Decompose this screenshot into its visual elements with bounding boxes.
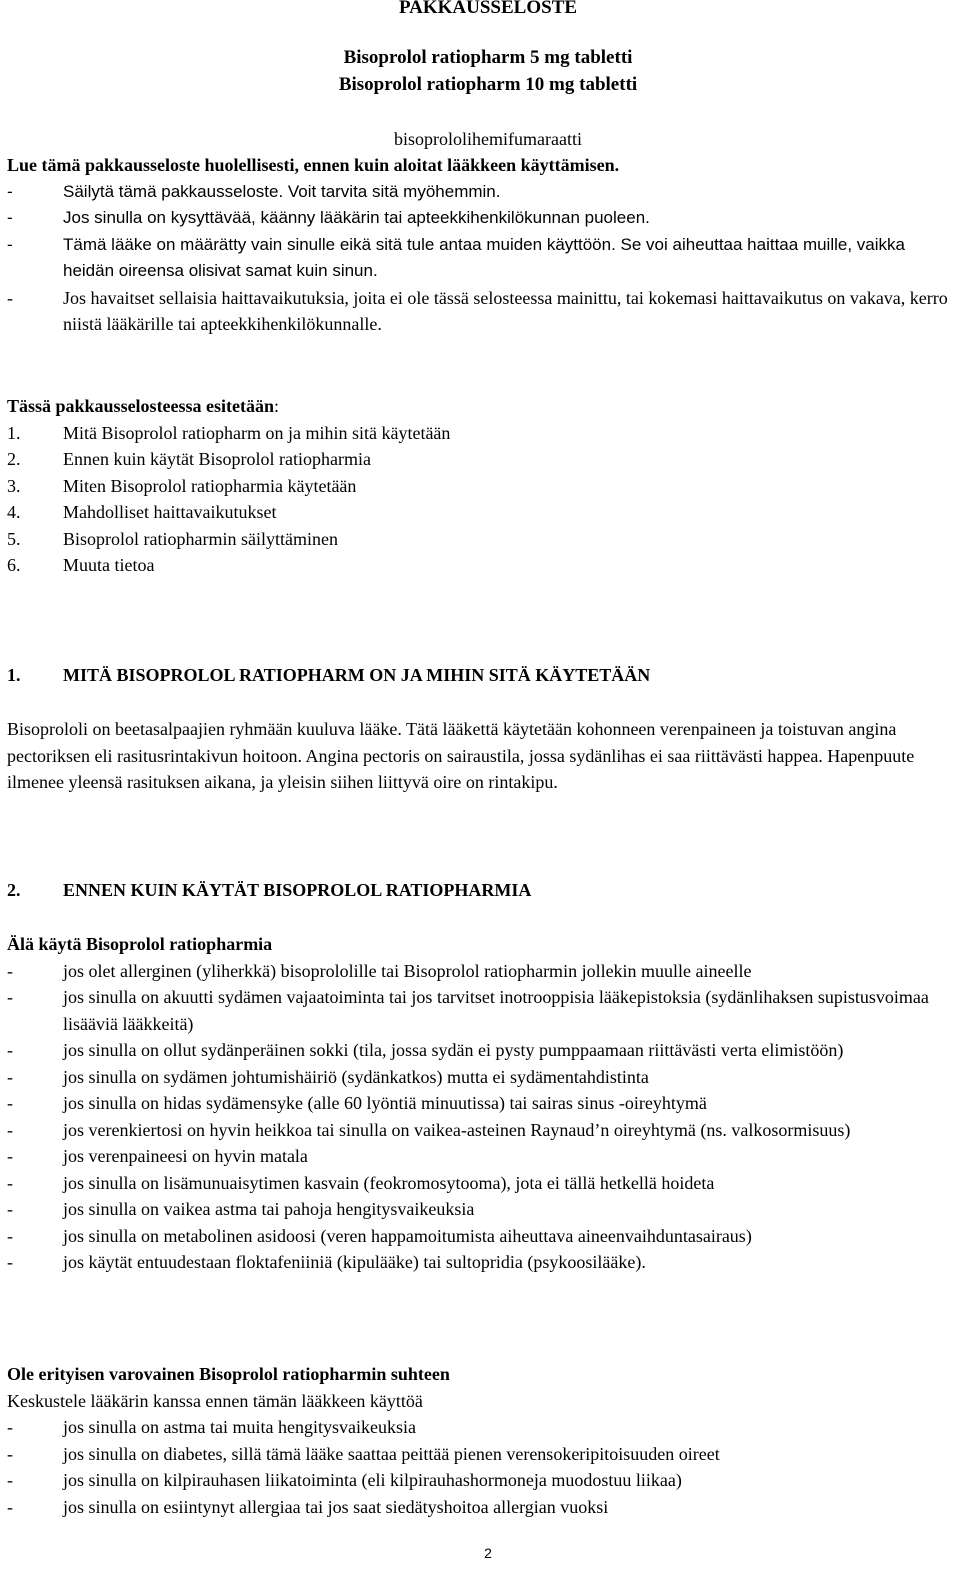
- toc-item: 2. Ennen kuin käytät Bisoprolol ratiopharmia: [7, 449, 371, 469]
- caution-lead: Keskustele lääkärin kanssa ennen tämän lääkkeen käyttöä: [7, 1390, 423, 1411]
- list-item: - jos sinulla on vaikea astma tai pahoja hengitysvaikeuksia: [7, 1199, 475, 1219]
- list-item: - jos käytät entuudestaan floktafeniiniä (kipulääke) tai sultopridia (psykoosilääke).: [7, 1252, 646, 1272]
- list-item: - jos verenkiertosi on hyvin heikkoa tai sinulla on vaikea-asteinen Raynaud’n oireyhtymä (ns. valkosormisuus): [7, 1119, 851, 1140]
- intro-block: [7, 152, 959, 338]
- list-item: - jos sinulla on lisämunuaisytimen kasvain (feokromosytooma), jota ei tällä hetkellä hoideta: [7, 1172, 715, 1193]
- section-1: [7, 662, 959, 689]
- list-item: - jos sinulla on diabetes, sillä tämä lääke saattaa peittää pienen verensokeripitoisuuden oireet: [7, 1443, 720, 1464]
- caution-list: [7, 1414, 959, 1520]
- caution-block: [7, 1361, 959, 1520]
- list-item: - jos olet allerginen (yliherkkä) bisoprololille tai Bisoprolol ratiopharmin jollekin muulle aineelle: [7, 960, 752, 981]
- do-not-use-heading: Älä käytä Bisoprolol ratiopharmia: [7, 934, 273, 954]
- section-1-heading: 1. MITÄ BISOPROLOL RATIOPHARM ON JA MIHIN SITÄ KÄYTETÄÄN: [7, 665, 651, 685]
- section-1-body: Bisoprololi on beetasalpaajien ryhmään kuuluva lääke. Tätä lääkettä käytetään kohonneen verenpaineen ja toistuvan angina pectoriksen eli rasitusrintakivun hoitoon. Angina pectoris on sairaustila, jossa sydänlihas ei saa riittävästi happea. Hapenpuute ilmenee yleensä rasituksen aikana, ja yleisin siihen liittyvä oire on rintakipu.: [7, 719, 915, 792]
- list-item: - jos sinulla on akuutti sydämen vajaatoiminta tai jos tarvitset inotrooppisia lääkepistoksia (sydänlihaksen supistusvoimaa lisääviä lääkkeitä): [7, 987, 929, 1034]
- page-number: 2: [484, 1545, 492, 1561]
- caution-heading: Ole erityisen varovainen Bisoprolol ratiopharmin suhteen: [7, 1364, 450, 1384]
- list-item: - jos sinulla on ollut sydänperäinen sokki (tila, jossa sydän ei pysty pumppaamaan riittävästi verta elimistöön): [7, 1040, 844, 1060]
- intro-lead: Lue tämä pakkausseloste huolellisesti, ennen kuin aloitat lääkkeen käyttämisen.: [7, 155, 620, 175]
- do-not-use-block: [7, 931, 959, 1276]
- toc-item: 5. Bisoprolol ratiopharmin säilyttäminen: [7, 528, 338, 549]
- toc-item: 4. Mahdolliset haittavaikutukset: [7, 502, 277, 522]
- list-item: - jos sinulla on astma tai muita hengitysvaikeuksia: [7, 1417, 416, 1437]
- list-item: - Jos havaitset sellaisia haittavaikutuksia, joita ei ole tässä selosteessa mainittu, tai kokemasi haittavaikutus on vakava, kerro niistä lääkärille tai apteekkihenkilökunnalle.: [7, 287, 948, 334]
- section-1-body-block: [7, 716, 959, 796]
- section-2-heading: 2. ENNEN KUIN KÄYTÄT BISOPROLOL RATIOPHARMIA: [7, 880, 532, 900]
- list-item: - jos sinulla on sydämen johtumishäiriö (sydänkatkos) mutta ei sydämentahdistinta: [7, 1066, 649, 1087]
- document-title: PAKKAUSSELOSTE: [398, 0, 578, 18]
- list-item: - jos sinulla on kilpirauhasen liikatoiminta (eli kilpirauhashormoneja muodostuu liikaa): [7, 1470, 682, 1490]
- toc-list: [7, 420, 959, 579]
- active-substance: bisoprololihemifumaraatti: [394, 129, 582, 149]
- list-item: - jos sinulla on hidas sydämensyke (alle 60 lyöntiä minuutissa) tai sairas sinus -oireyhtymä: [7, 1093, 707, 1113]
- list-item: - Tämä lääke on määrätty vain sinulle eikä sitä tule antaa muiden käyttöön. Se voi aiheuttaa haittaa muille, vaikka heidän oireensa olisivat samat kuin sinun.: [7, 234, 905, 280]
- list-item: - Säilytä tämä pakkausseloste. Voit tarvita sitä myöhemmin.: [7, 181, 501, 201]
- product-names: [7, 44, 960, 98]
- list-item: - Jos sinulla on kysyttävää, käänny lääkärin tai apteekkihenkilökunnan puoleen.: [7, 208, 650, 227]
- list-item: - jos verenpaineesi on hyvin matala: [7, 1146, 308, 1166]
- product-name-10mg: Bisoprolol ratiopharm 10 mg tabletti: [338, 74, 638, 95]
- product-name-5mg: Bisoprolol ratiopharm 5 mg tabletti: [343, 47, 633, 68]
- toc-block: [7, 393, 959, 579]
- list-item: - jos sinulla on metabolinen asidoosi (veren happamoitumista aiheuttava aineenvaihduntasairaus): [7, 1225, 752, 1246]
- toc-item: 3. Miten Bisoprolol ratiopharmia käytetään: [7, 475, 357, 496]
- list-item: - jos sinulla on esiintynyt allergiaa tai jos saat siedätyshoitoa allergian vuoksi: [7, 1496, 609, 1517]
- toc-item: 1. Mitä Bisoprolol ratiopharm on ja mihin sitä käytetään: [7, 422, 451, 443]
- toc-heading: Tässä pakkausselosteessa esitetään:: [7, 396, 280, 416]
- do-not-use-list: [7, 958, 959, 1276]
- intro-list: [7, 179, 959, 338]
- toc-item: 6. Muuta tietoa: [7, 555, 155, 575]
- section-2: [7, 877, 959, 904]
